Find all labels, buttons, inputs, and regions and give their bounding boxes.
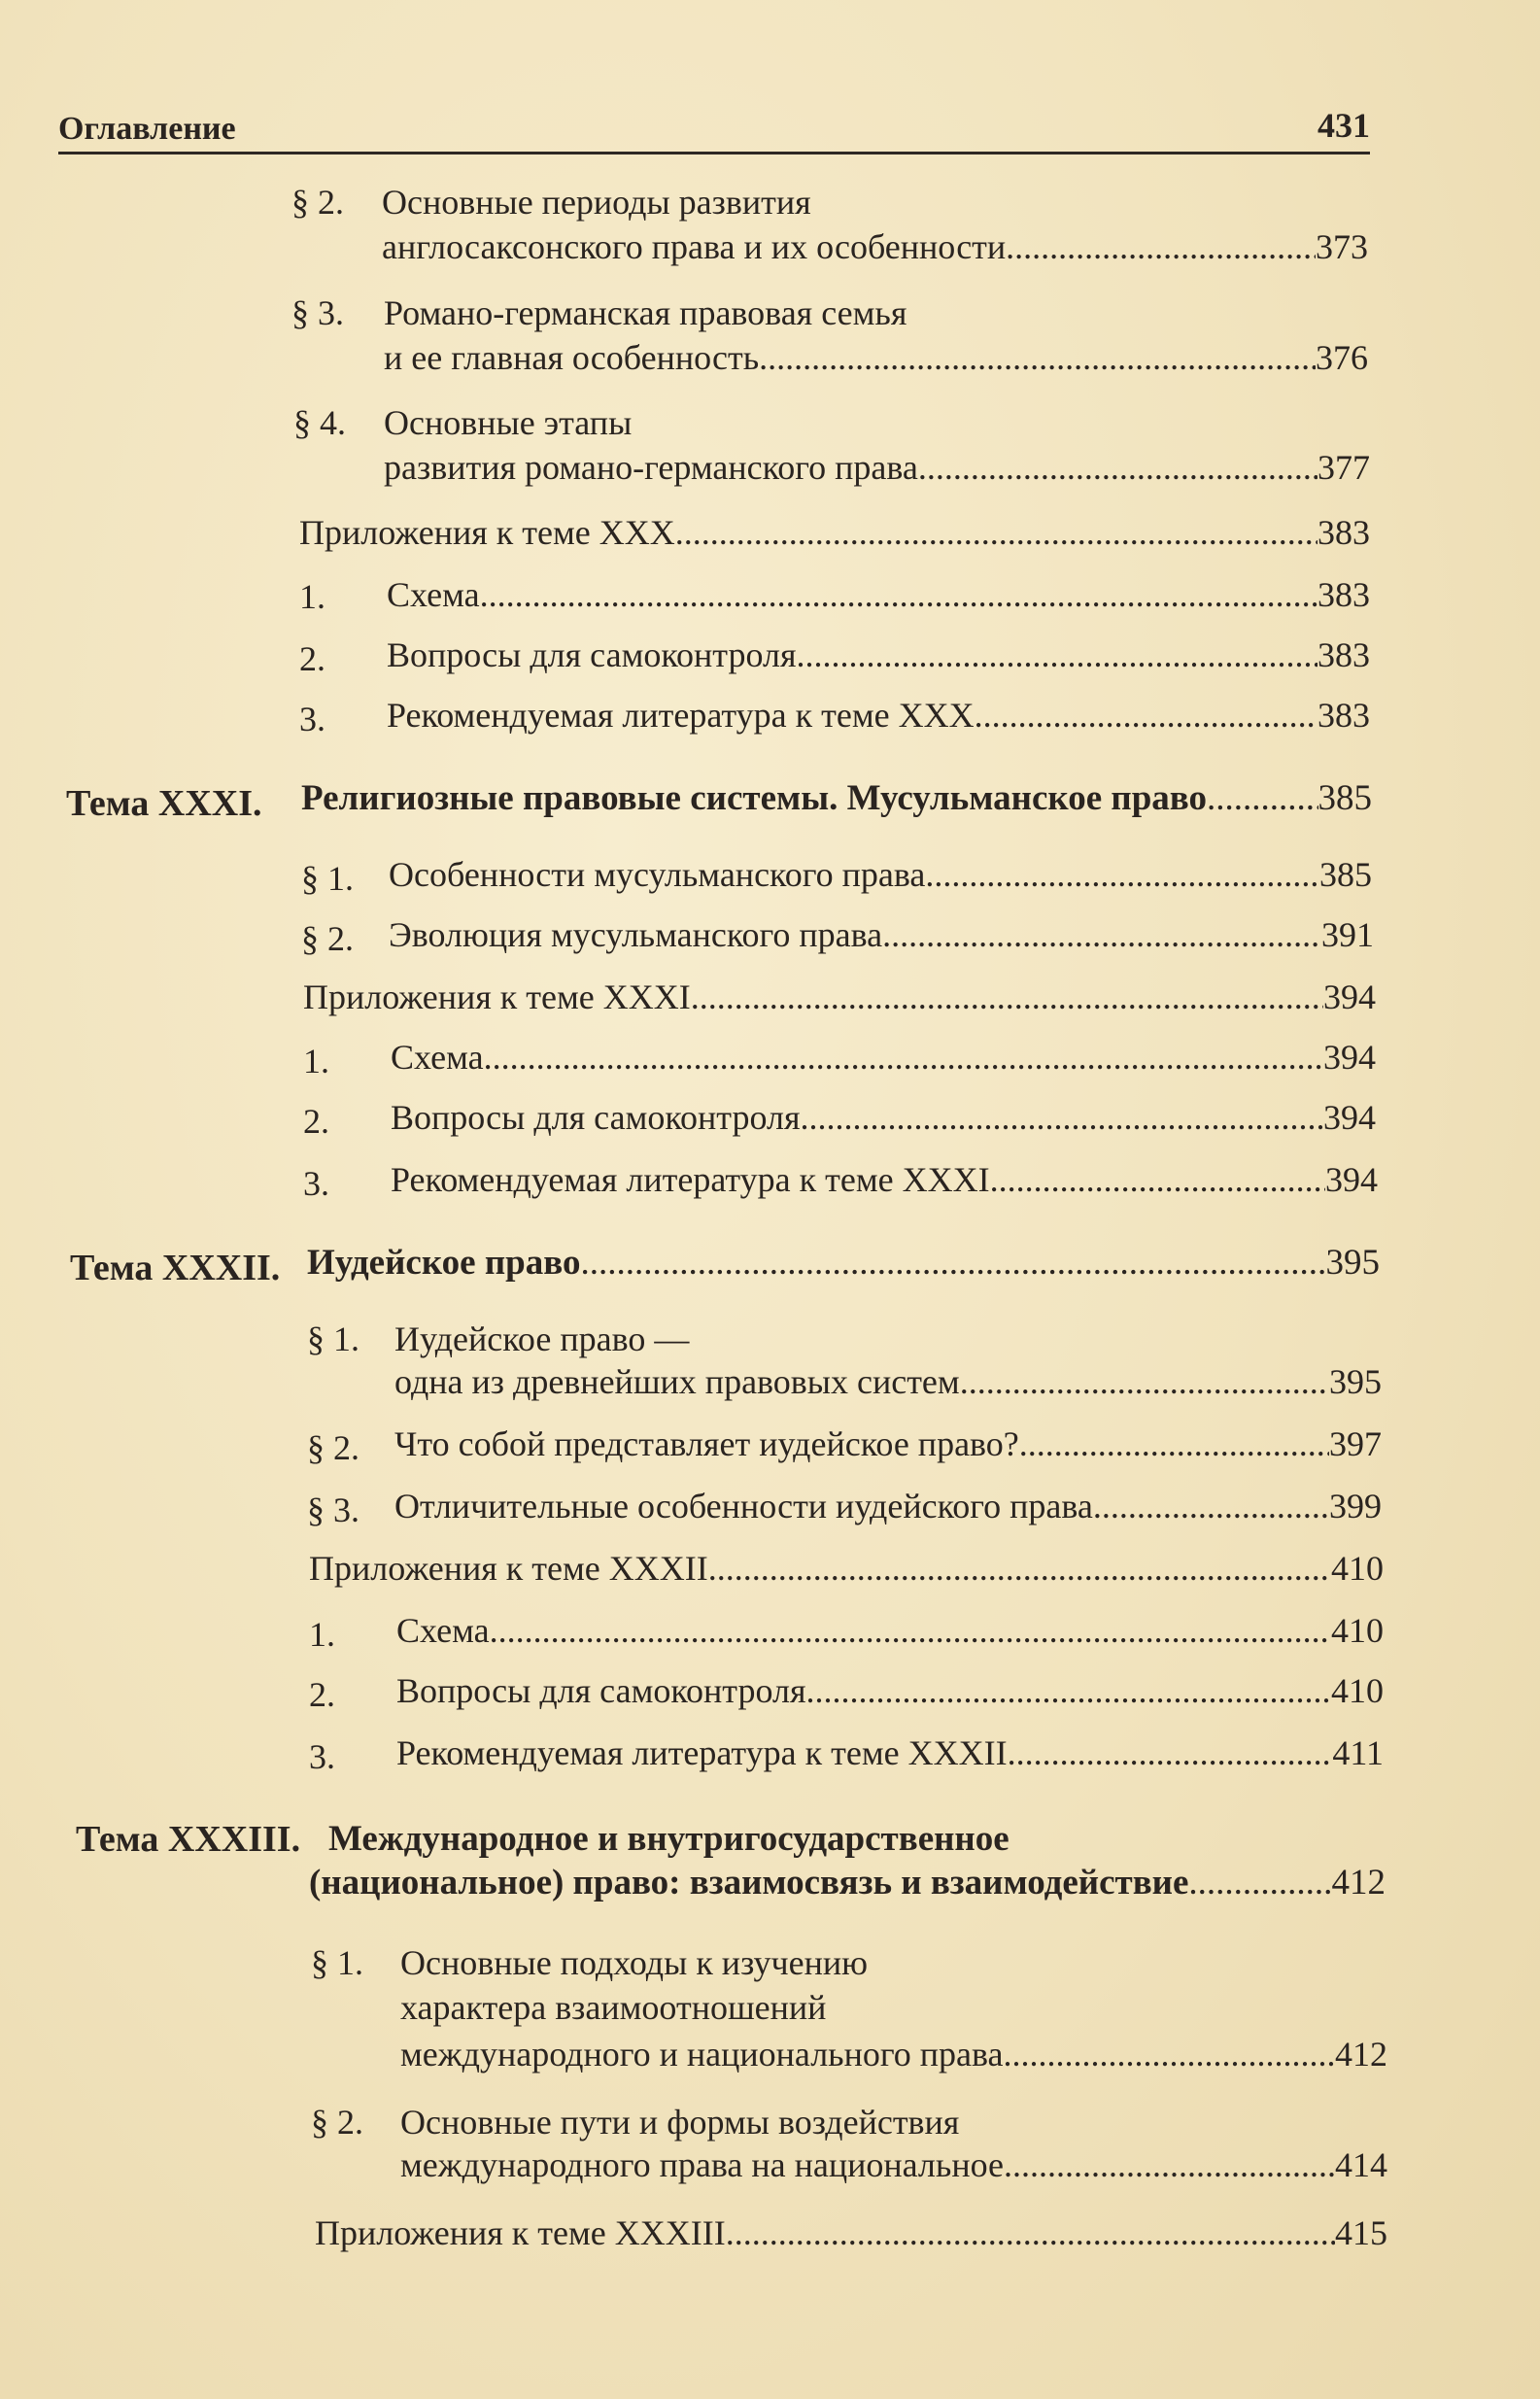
- toc-entry-mark: 2.: [303, 1102, 329, 1141]
- toc-entry-title: Приложения к теме XXX: [299, 513, 675, 552]
- leader-dots: [726, 2211, 1335, 2254]
- toc-entry[interactable]: [384, 446, 1370, 489]
- toc-entry-page: 395: [1325, 1243, 1380, 1283]
- toc-entry[interactable]: [391, 1036, 1376, 1079]
- leader-dots: [797, 634, 1318, 676]
- toc-entry-mark: 2.: [309, 1675, 335, 1714]
- leader-dots: [1188, 1862, 1331, 1904]
- leader-dots: [484, 1036, 1323, 1079]
- toc-entry-mark: § 4.: [293, 403, 346, 442]
- leader-dots: [1003, 2033, 1335, 2075]
- toc-entry-title: одна из древнейших правовых систем: [394, 1362, 960, 1401]
- toc-entry-mark: 2.: [299, 639, 325, 678]
- leader-dots: [1019, 1422, 1329, 1465]
- toc-entry[interactable]: [389, 853, 1372, 896]
- toc-entry-page: 373: [1316, 227, 1368, 266]
- toc-entry-title: (национальное) право: взаимосвязь и взаимодействие: [309, 1863, 1189, 1902]
- toc-entry-line: Романо-германская правовая семья: [384, 293, 907, 332]
- toc-entry-title: Рекомендуемая литература к теме XXXII: [396, 1733, 1008, 1772]
- toc-entry-page: 385: [1318, 778, 1372, 818]
- leader-dots: [691, 976, 1323, 1018]
- toc-entry-page: 383: [1318, 513, 1370, 552]
- leader-dots: [1008, 1731, 1333, 1774]
- leader-dots: [1004, 2143, 1335, 2186]
- toc-entry[interactable]: [315, 2211, 1387, 2254]
- leader-dots: [882, 913, 1321, 956]
- toc-entry-line: Основные этапы: [384, 403, 633, 442]
- toc-entry[interactable]: [389, 913, 1374, 956]
- toc-entry-page: 410: [1331, 1611, 1384, 1650]
- leader-dots: [580, 1242, 1325, 1285]
- toc-entry[interactable]: [391, 1158, 1378, 1201]
- toc-entry-page: 410: [1331, 1671, 1384, 1710]
- running-title: Оглавление: [58, 111, 236, 147]
- toc-entry-title: Религиозные правовые системы. Мусульманское право: [301, 778, 1208, 818]
- toc-entry-mark: § 3.: [291, 293, 344, 332]
- toc-entry-title: Эволюция мусульманского права: [389, 915, 883, 954]
- toc-entry-page: 414: [1335, 2145, 1387, 2184]
- leader-dots: [1093, 1485, 1329, 1527]
- toc-entry-page: 395: [1329, 1362, 1382, 1401]
- toc-entry-mark: § 2.: [307, 1428, 359, 1467]
- toc-entry-mark: 3.: [309, 1737, 335, 1776]
- toc-entry-title: развития романо-германского права: [384, 448, 918, 487]
- toc-entry-page: 383: [1318, 696, 1370, 735]
- toc-entry-page: 376: [1316, 338, 1368, 377]
- toc-entry[interactable]: [382, 225, 1368, 268]
- leader-dots: [918, 446, 1318, 489]
- toc-entry-mark: 3.: [303, 1164, 329, 1203]
- toc-entry-mark: 1.: [309, 1615, 335, 1654]
- toc-entry-title: Иудейское право: [307, 1243, 581, 1283]
- topic-label: Тема XXXI.: [66, 783, 262, 824]
- page-header: [58, 97, 1370, 154]
- toc-entry[interactable]: [384, 336, 1368, 379]
- toc-entry[interactable]: [309, 1547, 1384, 1590]
- toc-entry-page: 383: [1318, 575, 1370, 614]
- toc-entry-title: Схема: [387, 575, 480, 614]
- toc-entry[interactable]: [396, 1731, 1384, 1774]
- toc-entry-title: Что собой представляет иудейское право?: [394, 1424, 1019, 1463]
- page-number: 431: [1318, 106, 1370, 145]
- leader-dots: [1207, 777, 1318, 820]
- toc-entry[interactable]: [394, 1485, 1382, 1527]
- toc-entry-page: 394: [1325, 1160, 1378, 1199]
- toc-entry-title: Схема: [391, 1038, 484, 1077]
- toc-entry-page: 399: [1329, 1487, 1382, 1525]
- toc-entry-title: Рекомендуемая литература к теме XXXI: [391, 1160, 990, 1199]
- leader-dots: [480, 573, 1318, 616]
- toc-entry-title: англосаксонского права и их особенности: [382, 227, 1007, 266]
- toc-entry-mark: § 3.: [307, 1491, 359, 1529]
- leader-dots: [759, 336, 1316, 379]
- toc-entry-page: 394: [1323, 1038, 1376, 1077]
- toc-entry-title: Вопросы для самоконтроля: [387, 635, 797, 674]
- toc-entry-page: 385: [1319, 855, 1372, 894]
- toc-entry-line: Основные периоды развития: [382, 183, 811, 222]
- toc-entry-mark: § 2.: [311, 2103, 363, 2142]
- toc-entry-page: 397: [1329, 1424, 1382, 1463]
- topic-label: Тема XXXII.: [70, 1248, 281, 1288]
- toc-entry-mark: § 1.: [307, 1319, 359, 1358]
- toc-entry[interactable]: [394, 1422, 1382, 1465]
- toc-topic-entry[interactable]: [301, 777, 1372, 820]
- toc-entry[interactable]: [387, 694, 1370, 737]
- toc-entry-title: Приложения к теме XXXII: [309, 1549, 708, 1588]
- toc-entry[interactable]: [303, 976, 1376, 1018]
- toc-entry-title: и ее главная особенность: [384, 338, 760, 377]
- leader-dots: [925, 853, 1319, 896]
- toc-entry-title: Особенности мусульманского права: [389, 855, 926, 894]
- toc-entry-title: Отличительные особенности иудейского права: [394, 1487, 1093, 1525]
- toc-entry[interactable]: [387, 573, 1370, 616]
- toc-entry-mark: § 2.: [301, 919, 354, 958]
- leader-dots: [960, 1360, 1329, 1403]
- toc-entry-title: международного права на национальное: [400, 2145, 1004, 2184]
- leader-dots: [490, 1609, 1331, 1652]
- toc-entry-line: Международное и внутригосударственное: [328, 1819, 1010, 1859]
- toc-entry-title: международного и национального права: [400, 2035, 1004, 2073]
- toc-entry-title: Приложения к теме XXXI: [303, 977, 691, 1016]
- toc-entry-mark: 1.: [303, 1042, 329, 1080]
- leader-dots: [990, 1158, 1325, 1201]
- toc-entry-title: Вопросы для самоконтроля: [396, 1671, 806, 1710]
- toc-entry-title: Рекомендуемая литература к теме XXX: [387, 696, 975, 735]
- toc-entry-mark: § 1.: [301, 859, 354, 898]
- toc-entry[interactable]: [391, 1096, 1376, 1139]
- leader-dots: [975, 694, 1318, 737]
- toc-entry-mark: 3.: [299, 700, 325, 738]
- toc-entry[interactable]: [400, 2143, 1387, 2186]
- toc-entry-page: 412: [1331, 1863, 1386, 1902]
- toc-entry[interactable]: [396, 1669, 1384, 1712]
- toc-entry-line: Иудейское право —: [394, 1319, 690, 1358]
- toc-entry-line: Основные пути и формы воздействия: [400, 2103, 960, 2142]
- toc-entry[interactable]: [394, 1360, 1382, 1403]
- toc-entry-page: 391: [1321, 915, 1374, 954]
- toc-entry-page: 410: [1331, 1549, 1384, 1588]
- toc-entry-line: характера взаимоотношений: [400, 1988, 827, 2027]
- toc-entry-mark: § 1.: [311, 1943, 363, 1982]
- leader-dots: [1006, 225, 1316, 268]
- topic-label: Тема XXXIII.: [76, 1819, 301, 1860]
- toc-topic-entry[interactable]: [307, 1242, 1380, 1285]
- toc-entry-title: Приложения к теме XXXIII: [315, 2213, 726, 2252]
- toc-entry-mark: 1.: [299, 577, 325, 616]
- toc-entry-page: 412: [1335, 2035, 1387, 2073]
- toc-entry-page: 394: [1323, 977, 1376, 1016]
- toc-entry-page: 383: [1318, 635, 1370, 674]
- toc-entry-line: Основные подходы к изучению: [400, 1943, 869, 1982]
- leader-dots: [801, 1096, 1323, 1139]
- toc-entry[interactable]: [299, 511, 1370, 554]
- toc-entry-title: Вопросы для самоконтроля: [391, 1098, 801, 1137]
- toc-entry-mark: § 2.: [291, 183, 344, 222]
- leader-dots: [806, 1669, 1331, 1712]
- toc-entry-page: 377: [1318, 448, 1370, 487]
- toc-entry-page: 394: [1323, 1098, 1376, 1137]
- toc-entry-title: Схема: [396, 1611, 490, 1650]
- toc-topic-entry[interactable]: [309, 1862, 1386, 1904]
- toc-entry-page: 411: [1332, 1733, 1384, 1772]
- toc-entry[interactable]: [387, 634, 1370, 676]
- leader-dots: [675, 511, 1318, 554]
- toc-entry[interactable]: [396, 1609, 1384, 1652]
- leader-dots: [708, 1547, 1331, 1590]
- toc-entry-page: 415: [1335, 2213, 1387, 2252]
- toc-entry[interactable]: [400, 2033, 1387, 2075]
